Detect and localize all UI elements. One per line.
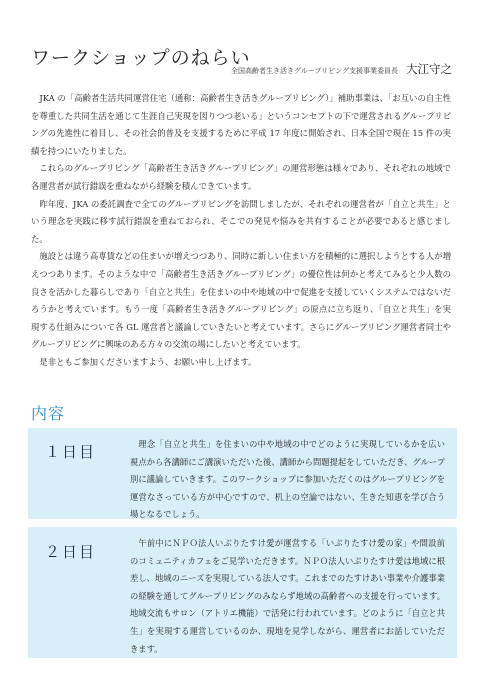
intro-paragraph: JKA の「高齢者生活共同運営住宅（通称：高齢者生き活きグループリビング）」補助事業は、「お互いの自主性を尊重した共同生活を通じて生涯自己実現を図りつつ老いる」というコンセプトの下で運営されるグループリビングの先進性に着目し、その社会的普及を支援するために平成 17 年度に開始され、日本全国で現在 15 件の実績を持つにいたりました。 xyxy=(31,93,451,156)
intro-paragraph: 昨年度、JKA の委託調査で全てのグループリビングを訪問しましたが、それぞれの運営者が「自立と共生」という理念を実践に移す試行錯誤を重ねておられ、そこでの発見や悩みを共有することが必要であると感じました。 xyxy=(31,198,451,244)
author-affiliation: 全国高齢者生き活きグループリビング支援事業委員長 xyxy=(230,67,398,75)
day-1-box xyxy=(28,428,457,519)
author-line xyxy=(222,61,452,77)
contents-heading: 内容 xyxy=(31,404,66,423)
author-name: 大江守之 xyxy=(406,62,452,76)
day-1-label: １日目 xyxy=(45,443,97,461)
day-2-box xyxy=(28,527,457,658)
page-title: ワークショップのねらい xyxy=(31,46,251,69)
intro-paragraph: これらのグループリビング「高齢者生き活きグループリビング」の運営形態は様々であり、それぞれの地域で各運営者が試行錯誤を重ねながら経験を積んできています。 xyxy=(31,163,451,191)
day-1-description: 理念「自立と共生」を住まいの中や地域の中でどのように実現しているかを広い視点から各講師にご講演いただいた後、講師から問題提起をしていただき、グループ別に議論していきます。このワークショップに参加いただくのはグループリビングを運営なさっている方が中心ですので、机上の空論ではない、生きた知恵を学び合う場となるでしょう。 xyxy=(130,439,445,520)
day-2-label: ２日目 xyxy=(45,543,97,561)
intro-paragraph: 施設とは違う高専賃などの住まいが増えつつあり、同時に新しい住まい方を積極的に選択しようとする人が増えつつあります。そのような中で「高齢者生き活きグループリビング」の優位性は何かと考えてみると少人数の良さを活かした暮らしであり「自立と共生」を住まいの中や地域の中で促進を支援していくシステムではないだろうかと考えています。もう一度「高齢者生き活きグループリビング」の原点に立ち返り、「自立と共生」を実現する仕組みについて各 GL 運営者と議論していきたいと考えています。さらにグループリビング運営者同士やグループリビングに興味のある方々の交流の場にしたいと考えています。 xyxy=(31,251,451,350)
intro-paragraph: 是非ともご参加くださいますよう、お願い申し上げます。 xyxy=(39,356,257,367)
intro-text xyxy=(31,90,451,372)
day-2-description: 午前中にＮＰＯ法人いぶりたすけ愛が運営する「いぶりたすけ愛の家」や間設前のコミュニティカフェをご見学いただきます。ＮＰＯ法人いぶりたすけ愛は地域に根差し、地域のニーズを実現している法人です。これまでのたすけあい事業や介護事業の経験を通してグループリビングのみならず地域の高齢者への支援を行っています。地域交流もサロン（アトリエ機能）で活発に行われています。どのように「自立と共生」を実現する運営しているのか、現地を見学しながら、運営者にお話していただきます。 xyxy=(130,538,445,654)
